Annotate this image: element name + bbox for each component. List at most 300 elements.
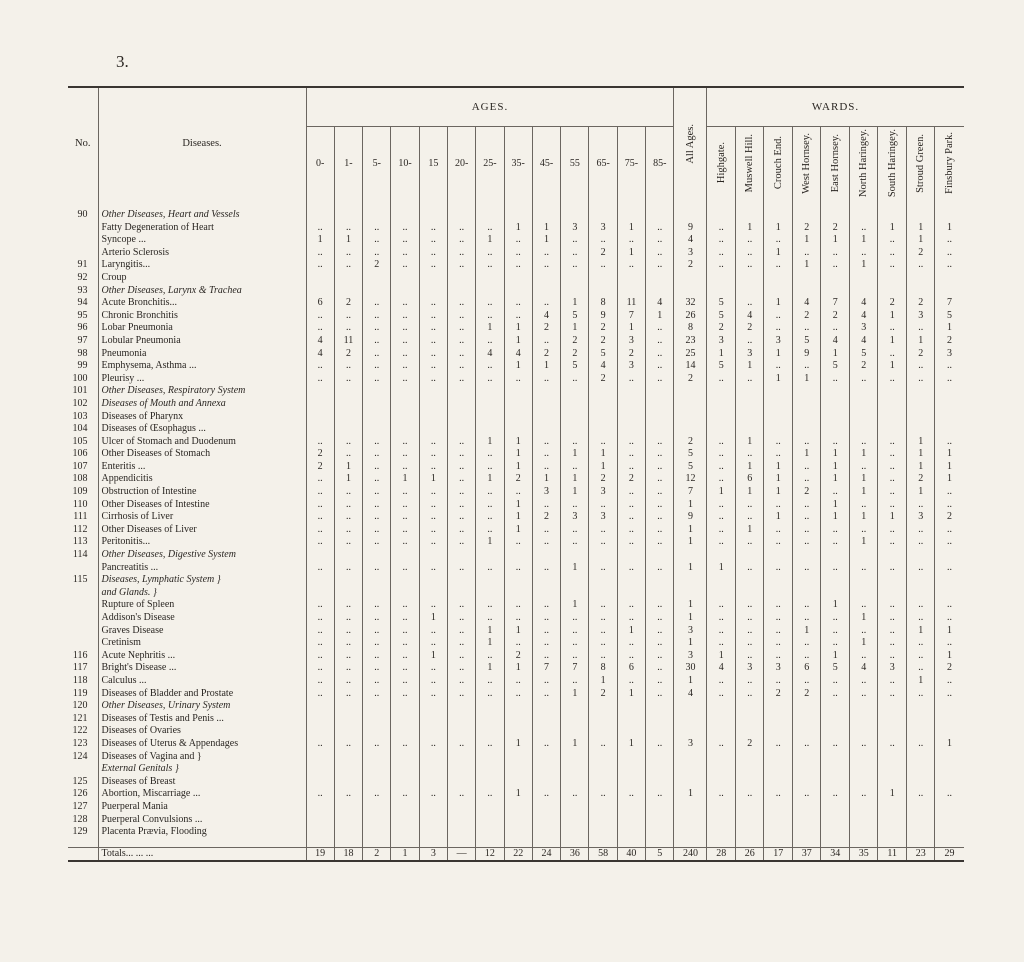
ward-count-cell: .. (906, 562, 935, 575)
age-count-cell (476, 713, 504, 726)
age-count-cell: .. (532, 499, 560, 512)
ward-count-cell (707, 826, 736, 839)
ward-count-cell (906, 199, 935, 222)
ward-count-cell (792, 398, 821, 411)
all-ages-cell (674, 801, 707, 814)
age-count-cell: .. (334, 247, 362, 260)
age-count-cell (589, 814, 617, 827)
ward-count-cell: .. (935, 688, 964, 701)
ward-count-cell: 2 (792, 310, 821, 323)
age-count-cell (334, 700, 362, 713)
ward-count-cell: .. (849, 788, 878, 801)
age-count-cell (391, 199, 419, 222)
ward-count-cell (707, 587, 736, 600)
age-count-cell: 9 (589, 310, 617, 323)
age-count-cell: .. (391, 650, 419, 663)
disease-name: Cirrhosis of Liver (98, 511, 306, 524)
disease-row (68, 625, 964, 638)
age-count-cell: 7 (561, 662, 589, 675)
ward-count-cell: .. (792, 524, 821, 537)
row-number: 96 (77, 322, 88, 334)
ward-count-cell: .. (792, 599, 821, 612)
disease-row (68, 637, 964, 650)
disease-row (68, 650, 964, 663)
age-count-cell: .. (419, 511, 447, 524)
ward-count-cell: .. (878, 637, 907, 650)
age-count-cell (646, 587, 674, 600)
age-count-cell: .. (476, 675, 504, 688)
disease-name: Puerperal Convulsions ... (98, 814, 306, 827)
ward-count-cell: 3 (906, 511, 935, 524)
age-count-cell (391, 549, 419, 562)
age-count-cell (391, 700, 419, 713)
ward-count-cell (821, 751, 850, 764)
totals-row (68, 847, 964, 861)
age-band-header: 20- (447, 127, 475, 200)
ward-count-cell (764, 199, 793, 222)
age-count-cell: .. (476, 688, 504, 701)
ward-count-cell: 1 (935, 322, 964, 335)
row-number: 112 (72, 523, 88, 535)
age-count-cell: .. (532, 788, 560, 801)
ward-count-cell: 1 (735, 486, 764, 499)
age-count-cell: .. (447, 473, 475, 486)
ward-count-cell: 2 (764, 688, 793, 701)
age-count-cell: .. (419, 486, 447, 499)
age-count-cell: .. (363, 688, 391, 701)
ward-count-cell (878, 763, 907, 776)
age-count-cell: .. (363, 373, 391, 386)
ward-count-cell: 1 (821, 511, 850, 524)
total-cell: 22 (504, 847, 532, 861)
ward-count-cell: 2 (792, 222, 821, 235)
age-count-cell (532, 587, 560, 600)
age-count-cell (419, 700, 447, 713)
ward-count-cell: 1 (906, 222, 935, 235)
ward-count-cell: .. (821, 562, 850, 575)
age-count-cell (476, 776, 504, 789)
all-ages-cell: 2 (674, 259, 707, 272)
age-count-cell: .. (419, 247, 447, 260)
ward-count-cell: 5 (935, 310, 964, 323)
ward-count-cell: 1 (735, 222, 764, 235)
all-ages-cell: 32 (674, 297, 707, 310)
ward-count-cell (792, 272, 821, 285)
age-count-cell: .. (589, 612, 617, 625)
disease-name: Pancreatitis ... (98, 562, 306, 575)
age-count-cell: .. (617, 373, 645, 386)
ward-count-cell: .. (707, 222, 736, 235)
all-ages-cell (674, 398, 707, 411)
ward-count-cell: .. (821, 259, 850, 272)
age-count-cell (504, 285, 532, 298)
age-count-cell (447, 199, 475, 222)
all-ages-cell: 7 (674, 486, 707, 499)
age-count-cell (561, 398, 589, 411)
age-count-cell: .. (363, 625, 391, 638)
age-count-cell: 1 (617, 322, 645, 335)
ward-count-cell: 3 (878, 662, 907, 675)
age-count-cell: 1 (504, 662, 532, 675)
ward-count-cell (821, 411, 850, 424)
age-count-cell: 1 (646, 310, 674, 323)
ward-count-cell: .. (935, 637, 964, 650)
ward-count-cell (849, 574, 878, 587)
ward-count-cell: .. (906, 788, 935, 801)
ward-count-cell (935, 549, 964, 562)
ward-count-cell: 1 (792, 234, 821, 247)
age-count-cell: .. (419, 297, 447, 310)
age-count-cell (363, 713, 391, 726)
ward-count-cell: 4 (821, 335, 850, 348)
ward-count-cell: .. (735, 625, 764, 638)
age-count-cell: .. (447, 310, 475, 323)
age-count-cell (589, 763, 617, 776)
row-number (68, 222, 98, 235)
age-count-cell (447, 700, 475, 713)
age-count-cell (589, 423, 617, 436)
age-count-cell: .. (561, 461, 589, 474)
age-count-cell: .. (646, 637, 674, 650)
age-count-cell (447, 285, 475, 298)
ward-count-cell: .. (792, 499, 821, 512)
ward-count-cell: 1 (821, 461, 850, 474)
ward-count-cell (878, 285, 907, 298)
ward-count-cell (849, 423, 878, 436)
disease-name: Croup (98, 272, 306, 285)
all-ages-cell (674, 751, 707, 764)
age-count-cell: .. (306, 562, 334, 575)
age-count-cell (334, 826, 362, 839)
ward-count-cell: .. (735, 536, 764, 549)
row-number: 108 (72, 473, 88, 485)
age-count-cell: 1 (504, 461, 532, 474)
ward-count-cell (821, 713, 850, 726)
ward-count-cell: 1 (764, 348, 793, 361)
ward-count-cell: .. (707, 448, 736, 461)
all-ages-cell: 4 (674, 234, 707, 247)
age-count-cell (306, 700, 334, 713)
ward-count-cell (849, 713, 878, 726)
disease-name: Lobar Pneumonia (98, 322, 306, 335)
age-count-cell: .. (419, 461, 447, 474)
total-cell: 18 (334, 847, 362, 861)
ward-count-cell (707, 272, 736, 285)
ward-count-cell (792, 776, 821, 789)
age-count-cell (391, 285, 419, 298)
age-count-cell: .. (646, 247, 674, 260)
disease-name: Cretinism (98, 637, 306, 650)
age-count-cell: 2 (363, 259, 391, 272)
disease-name: Diseases, Lymphatic System } (98, 574, 306, 587)
ward-count-cell: 2 (821, 222, 850, 235)
ward-count-cell: 1 (764, 511, 793, 524)
disease-name: Diseases of Testis and Penis ... (98, 713, 306, 726)
age-count-cell (532, 549, 560, 562)
disease-name: Diseases of Bladder and Prostate (98, 688, 306, 701)
age-count-cell: .. (419, 599, 447, 612)
age-count-cell: .. (589, 599, 617, 612)
ward-count-cell: 1 (764, 473, 793, 486)
age-count-cell: .. (476, 247, 504, 260)
all-ages-cell: 3 (674, 625, 707, 638)
age-count-cell: .. (589, 499, 617, 512)
age-count-cell: .. (363, 637, 391, 650)
ward-count-cell (849, 549, 878, 562)
age-count-cell (334, 713, 362, 726)
age-count-cell (391, 814, 419, 827)
age-count-cell (532, 285, 560, 298)
age-count-cell: .. (447, 675, 475, 688)
ward-count-cell (764, 398, 793, 411)
all-ages-cell (674, 199, 707, 222)
age-count-cell (447, 826, 475, 839)
age-count-cell (561, 285, 589, 298)
age-count-cell: .. (561, 247, 589, 260)
ward-count-cell (849, 587, 878, 600)
age-count-cell: .. (334, 738, 362, 751)
age-count-cell (363, 814, 391, 827)
ward-count-cell: .. (935, 599, 964, 612)
age-count-cell (617, 398, 645, 411)
age-count-cell: .. (306, 599, 334, 612)
age-count-cell: .. (419, 524, 447, 537)
age-count-cell (561, 826, 589, 839)
total-cell: 35 (849, 847, 878, 861)
age-count-cell (504, 814, 532, 827)
disease-name: Rupture of Spleen (98, 599, 306, 612)
ward-count-cell (764, 826, 793, 839)
total-cell: 34 (821, 847, 850, 861)
age-count-cell: .. (334, 637, 362, 650)
ward-count-cell: .. (906, 650, 935, 663)
age-count-cell (363, 751, 391, 764)
ward-count-cell (906, 285, 935, 298)
age-count-cell: .. (617, 259, 645, 272)
age-count-cell: .. (306, 612, 334, 625)
age-count-cell: 11 (334, 335, 362, 348)
age-count-cell (334, 751, 362, 764)
ward-count-cell (821, 826, 850, 839)
age-count-cell: .. (363, 788, 391, 801)
ward-count-cell: .. (849, 599, 878, 612)
age-count-cell (363, 199, 391, 222)
ward-count-cell (935, 776, 964, 789)
ward-count-cell (935, 826, 964, 839)
total-cell: 58 (589, 847, 617, 861)
age-count-cell: 1 (561, 448, 589, 461)
age-count-cell (419, 398, 447, 411)
age-count-cell (532, 801, 560, 814)
age-count-cell (334, 725, 362, 738)
ward-count-cell (878, 814, 907, 827)
age-count-cell: .. (476, 511, 504, 524)
all-ages-cell: 1 (674, 637, 707, 650)
ward-count-cell (935, 398, 964, 411)
age-count-cell: .. (334, 688, 362, 701)
ward-count-cell: 3 (764, 335, 793, 348)
ward-count-cell: .. (764, 650, 793, 663)
row-number: 114 (72, 549, 88, 561)
total-cell: 1 (391, 847, 419, 861)
age-count-cell (532, 272, 560, 285)
disease-row (68, 599, 964, 612)
age-count-cell: .. (391, 562, 419, 575)
age-count-cell: .. (476, 310, 504, 323)
ward-count-cell: .. (764, 360, 793, 373)
ward-count-cell: .. (935, 499, 964, 512)
age-count-cell: 1 (476, 637, 504, 650)
ward-count-cell (849, 725, 878, 738)
ward-count-cell: 6 (792, 662, 821, 675)
ward-count-cell: .. (849, 373, 878, 386)
age-count-cell: .. (391, 599, 419, 612)
age-count-cell (532, 751, 560, 764)
age-count-cell: .. (476, 360, 504, 373)
age-count-cell (589, 285, 617, 298)
disease-row (68, 360, 964, 373)
age-count-cell (363, 285, 391, 298)
age-count-cell (447, 713, 475, 726)
row-number: 93 (77, 284, 88, 296)
ward-count-cell: .. (792, 675, 821, 688)
age-count-cell: 4 (306, 335, 334, 348)
ward-count-cell: .. (764, 788, 793, 801)
age-count-cell (334, 199, 362, 222)
ward-count-cell: 4 (792, 297, 821, 310)
age-count-cell (617, 587, 645, 600)
all-ages-header: All Ages. (674, 87, 707, 199)
age-count-cell: .. (391, 675, 419, 688)
ward-count-cell (707, 751, 736, 764)
age-count-cell (617, 700, 645, 713)
all-ages-cell: 14 (674, 360, 707, 373)
age-count-cell: .. (419, 436, 447, 449)
ward-count-cell: 7 (935, 297, 964, 310)
age-count-cell: .. (589, 738, 617, 751)
age-count-cell: 1 (476, 662, 504, 675)
age-count-cell (532, 700, 560, 713)
ward-count-cell: .. (735, 612, 764, 625)
ward-header: North Haringey. (849, 127, 878, 200)
ward-count-cell (878, 776, 907, 789)
ward-count-cell: .. (764, 562, 793, 575)
age-count-cell: .. (363, 360, 391, 373)
ward-count-cell (821, 199, 850, 222)
ward-header: Finsbury Park. (935, 127, 964, 200)
all-ages-cell (674, 587, 707, 600)
age-count-cell (334, 398, 362, 411)
age-count-cell: .. (419, 499, 447, 512)
ward-count-cell (764, 587, 793, 600)
disease-row (68, 322, 964, 335)
age-count-cell: .. (646, 662, 674, 675)
age-count-cell (306, 826, 334, 839)
disease-row (68, 436, 964, 449)
age-count-cell: .. (391, 436, 419, 449)
ward-count-cell (935, 574, 964, 587)
age-count-cell (306, 763, 334, 776)
row-number (68, 612, 98, 625)
disease-name: Emphysema, Asthma ... (98, 360, 306, 373)
age-count-cell: .. (589, 650, 617, 663)
age-count-cell: 5 (589, 348, 617, 361)
age-count-cell (447, 776, 475, 789)
ward-count-cell (735, 713, 764, 726)
age-count-cell (476, 725, 504, 738)
ward-count-cell: 5 (707, 360, 736, 373)
ward-count-cell: .. (792, 650, 821, 663)
age-count-cell: .. (532, 448, 560, 461)
ward-count-cell (735, 285, 764, 298)
ward-count-cell: 6 (735, 473, 764, 486)
age-count-cell: .. (589, 562, 617, 575)
age-count-cell (504, 801, 532, 814)
age-count-cell: .. (617, 562, 645, 575)
ward-count-cell: .. (792, 322, 821, 335)
age-count-cell: .. (363, 461, 391, 474)
age-count-cell: .. (532, 675, 560, 688)
ward-count-cell (849, 814, 878, 827)
ward-count-cell: .. (792, 436, 821, 449)
total-cell: 2 (363, 847, 391, 861)
disease-row (68, 587, 964, 600)
age-count-cell: .. (617, 486, 645, 499)
age-count-cell (476, 285, 504, 298)
age-count-cell (561, 725, 589, 738)
age-count-cell: .. (391, 461, 419, 474)
ward-count-cell: 1 (735, 461, 764, 474)
ward-count-cell: 1 (878, 335, 907, 348)
age-count-cell (391, 587, 419, 600)
row-number: 111 (73, 511, 88, 523)
ward-count-cell (821, 285, 850, 298)
disease-name: Pleurisy ... (98, 373, 306, 386)
age-count-cell: .. (476, 448, 504, 461)
age-count-cell: .. (561, 612, 589, 625)
age-count-cell: 1 (504, 499, 532, 512)
ward-count-cell: 1 (849, 486, 878, 499)
age-count-cell (504, 574, 532, 587)
ward-count-cell (935, 199, 964, 222)
ward-count-cell (935, 725, 964, 738)
row-number: 103 (72, 410, 88, 422)
age-count-cell (504, 398, 532, 411)
ward-count-cell (735, 199, 764, 222)
age-count-cell: .. (334, 322, 362, 335)
ward-count-cell (792, 411, 821, 424)
ward-count-cell: 1 (707, 348, 736, 361)
ward-count-cell: 1 (821, 473, 850, 486)
age-count-cell: .. (363, 297, 391, 310)
age-count-cell: .. (306, 373, 334, 386)
age-count-cell (363, 272, 391, 285)
ward-count-cell: 1 (849, 536, 878, 549)
age-count-cell: 2 (589, 322, 617, 335)
age-count-cell: 1 (419, 650, 447, 663)
age-count-cell: 1 (561, 473, 589, 486)
age-count-cell (504, 700, 532, 713)
age-count-cell: .. (447, 524, 475, 537)
ward-count-cell (707, 801, 736, 814)
age-count-cell (306, 814, 334, 827)
ward-count-cell: 2 (707, 322, 736, 335)
disease-name: Diseases of Mouth and Annexa (98, 398, 306, 411)
age-count-cell: 3 (617, 335, 645, 348)
ward-count-cell (878, 826, 907, 839)
age-count-cell (334, 776, 362, 789)
ward-count-cell: .. (906, 259, 935, 272)
